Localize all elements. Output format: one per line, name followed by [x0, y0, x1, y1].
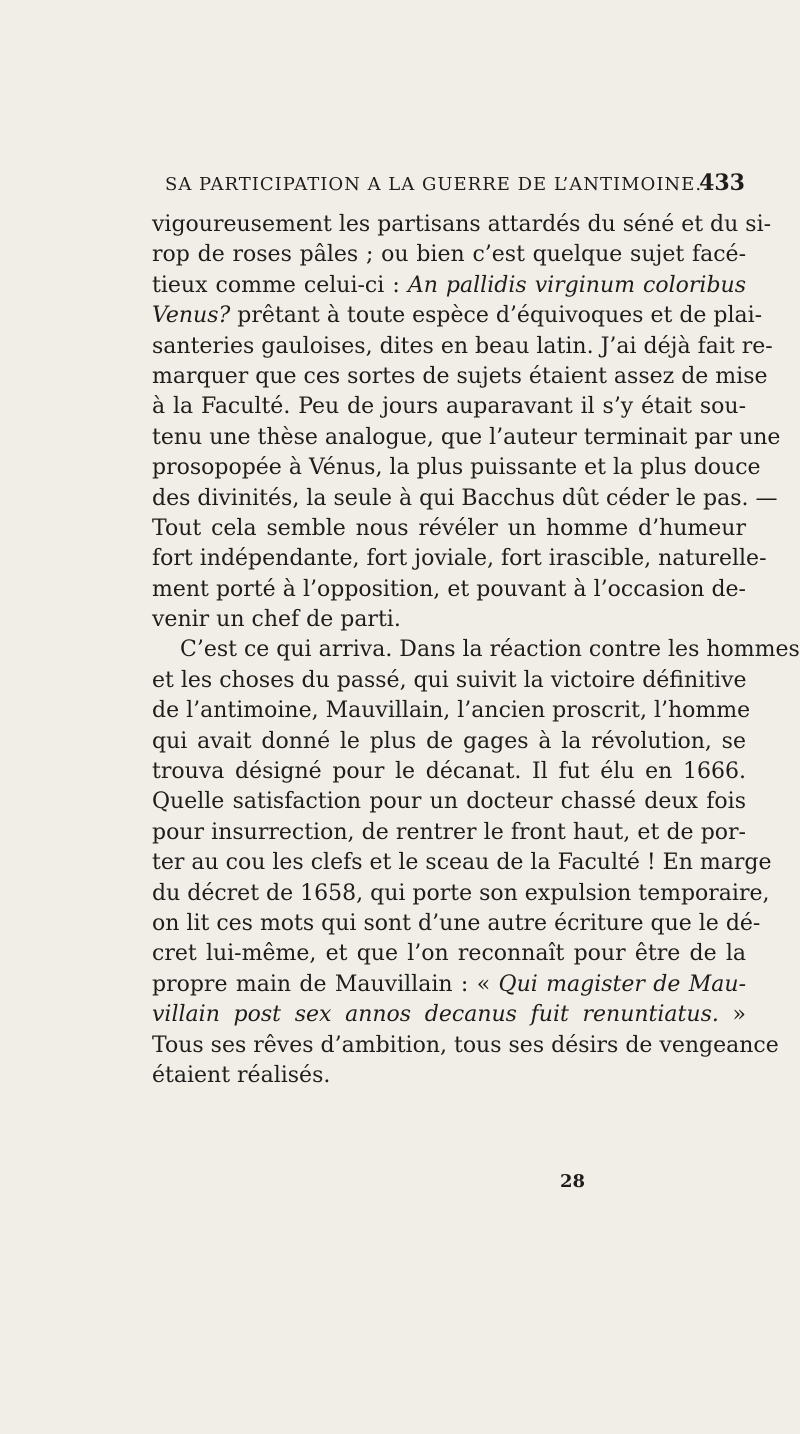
text-run: étaient réalisés. [152, 1062, 331, 1088]
text-run: qui avait donné le plus de gages à la révolution, se [152, 728, 746, 754]
text-line [152, 514, 746, 544]
text-line [152, 970, 746, 1000]
text-line [152, 879, 770, 909]
text-line [152, 848, 772, 878]
running-title: SA PARTICIPATION A LA GUERRE DE L’ANTIMOINE. [165, 174, 703, 195]
latin-quote: Qui magister de Mau- [498, 971, 746, 997]
text-line [152, 818, 746, 848]
text-line [152, 696, 751, 726]
page-number: 433 [699, 170, 745, 196]
text-run: » [718, 1002, 747, 1028]
text-run: vigoureusement les partisans attardés du séné et du si- [152, 212, 772, 237]
latin-quote: An pallidis virginum coloribus [407, 272, 747, 298]
text-run: ment porté à l’opposition, et pouvant à l’occasion de- [152, 576, 746, 602]
text-run: rop de roses pâles ; ou bien c’est quelque sujet facé- [152, 242, 746, 268]
text-run: ter au cou les clefs et le sceau de la Faculté ! En marge [152, 850, 772, 876]
text-line [152, 575, 746, 605]
text-run: marquer que ces sortes de sujets étaient assez de mise [152, 363, 768, 389]
text-run: trouva désigné pour le décanat. Il fut élu en 1666. [152, 759, 746, 785]
text-run: Quelle satisfaction pour un docteur chassé deux fois [152, 789, 746, 815]
text-run: propre main de Mauvillain : « [152, 971, 499, 997]
text-run: à la Faculté. Peu de jours auparavant il s’y était sou- [152, 394, 746, 420]
signature-mark: 28 [560, 1171, 586, 1192]
text-line [152, 271, 746, 301]
latin-quote: villain post sex annos decanus fuit renuntiatus. [152, 1002, 719, 1028]
latin-quote: Venus? [152, 303, 231, 329]
text-line [152, 1000, 746, 1030]
text-run: et les choses du passé, qui suivit la victoire définitive [152, 667, 747, 693]
text-run: cret lui-même, et que l’on reconnaît pour être de la [152, 941, 746, 967]
text-run: C’est ce qui arriva. Dans la réaction contre les hommes [180, 637, 800, 663]
text-line [152, 727, 746, 757]
text-run: fort indépendante, fort joviale, fort irascible, naturelle- [152, 546, 767, 572]
text-run: tenu une thèse analogue, que l’auteur terminait par une [152, 424, 781, 450]
text-line [152, 635, 800, 665]
text-line [152, 210, 772, 240]
text-run: prêtant à toute espèce d’équivoques et de plai- [230, 303, 763, 329]
text-line [152, 332, 773, 362]
text-run: on lit ces mots qui sont d’une autre écriture que le dé- [152, 910, 761, 936]
text-run: venir un chef de parti. [152, 607, 401, 633]
text-run: pour insurrection, de rentrer le front haut, et de por- [152, 819, 746, 845]
text-line [152, 666, 746, 696]
text-line [152, 392, 746, 422]
text-line [152, 1061, 746, 1091]
text-line [152, 1031, 779, 1061]
text-run: Tous ses rêves d’ambition, tous ses désirs de vengeance [152, 1032, 779, 1058]
text-line [152, 240, 746, 270]
text-line [152, 544, 767, 574]
text-line [152, 301, 763, 331]
body-text [152, 210, 800, 1091]
text-line [152, 362, 768, 392]
running-head [165, 170, 745, 206]
text-run: Tout cela semble nous révéler un homme d’humeur [152, 515, 746, 541]
text-run: prosopopée à Vénus, la plus puissante et la plus douce [152, 455, 761, 481]
text-line [152, 423, 781, 453]
text-line [152, 484, 778, 514]
text-line [152, 787, 746, 817]
text-line [152, 909, 761, 939]
text-line [152, 605, 746, 635]
text-run: de l’antimoine, Mauvillain, l’ancien proscrit, l’homme [152, 698, 751, 724]
text-line [152, 453, 761, 483]
text-run: des divinités, la seule à qui Bacchus dût céder le pas. — [152, 485, 778, 511]
text-run: du décret de 1658, qui porte son expulsion temporaire, [152, 880, 770, 906]
text-line [152, 757, 746, 787]
text-line [152, 939, 746, 969]
text-run: tieux comme celui-ci : [152, 272, 408, 298]
text-run: santeries gauloises, dites en beau latin. J’ai déjà fait re- [152, 333, 773, 359]
